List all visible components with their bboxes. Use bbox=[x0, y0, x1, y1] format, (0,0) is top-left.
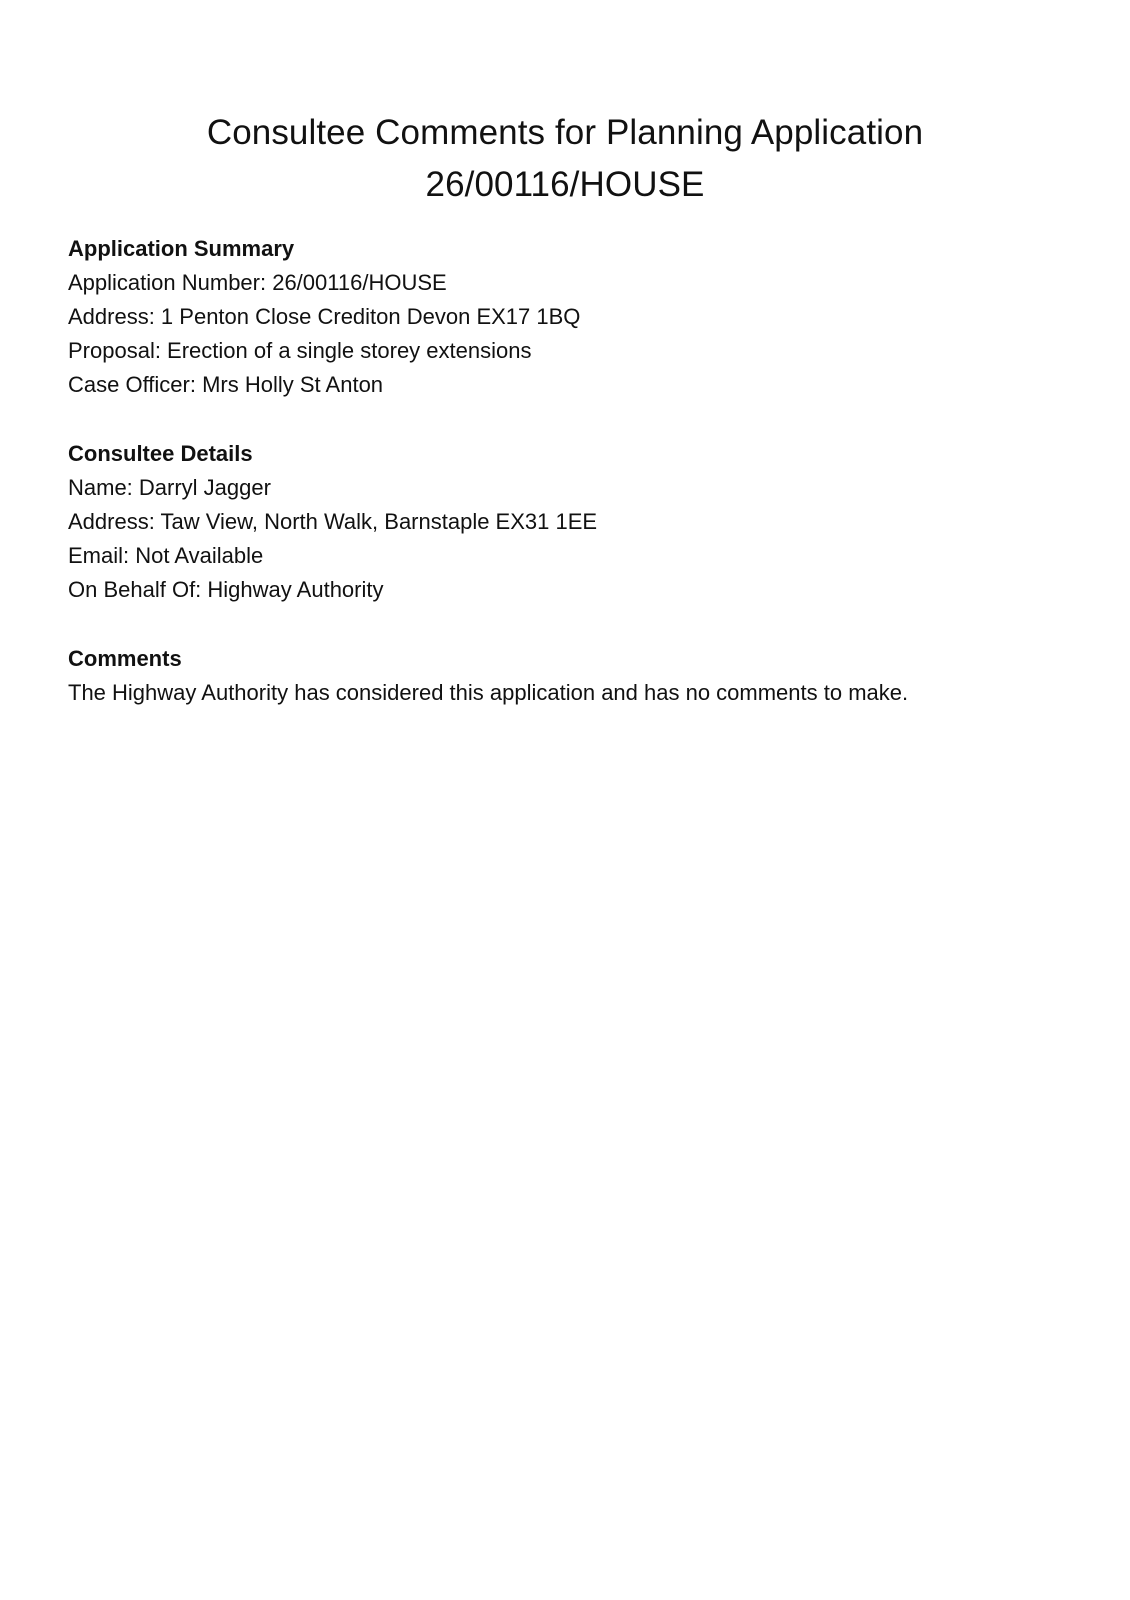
consultee-details-section bbox=[68, 437, 1068, 607]
consultee-email: Email: Not Available bbox=[68, 543, 264, 568]
case-officer: Case Officer: Mrs Holly St Anton bbox=[68, 372, 384, 397]
comments-heading: Comments bbox=[68, 646, 182, 671]
page-title bbox=[0, 107, 1130, 211]
comments-section bbox=[68, 642, 1068, 710]
consultee-address: Address: Taw View, North Walk, Barnstaple EX31 1EE bbox=[68, 509, 598, 534]
title-line-1: Consultee Comments for Planning Application bbox=[206, 113, 924, 153]
application-address: Address: 1 Penton Close Crediton Devon EX17 1BQ bbox=[68, 304, 581, 329]
title-line-2: 26/00116/HOUSE bbox=[425, 165, 705, 205]
consultee-on-behalf-of: On Behalf Of: Highway Authority bbox=[68, 577, 384, 602]
application-summary-section bbox=[68, 232, 1068, 402]
application-summary-heading: Application Summary bbox=[68, 236, 295, 261]
application-proposal: Proposal: Erection of a single storey extensions bbox=[68, 338, 532, 363]
application-number: Application Number: 26/00116/HOUSE bbox=[68, 270, 447, 295]
consultee-details-heading: Consultee Details bbox=[68, 441, 253, 466]
consultee-name: Name: Darryl Jagger bbox=[68, 475, 271, 500]
comments-text: The Highway Authority has considered this application and has no comments to make. bbox=[68, 680, 909, 705]
